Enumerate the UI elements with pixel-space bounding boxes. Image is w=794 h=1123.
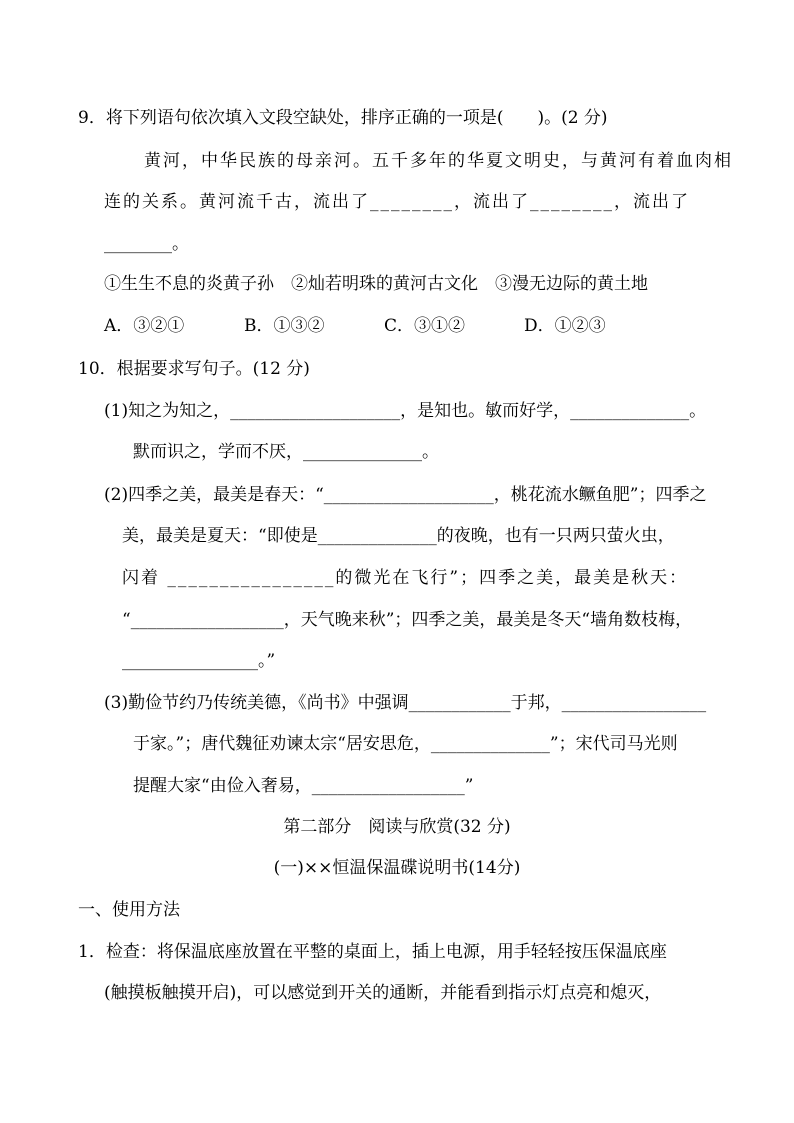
q9-passage-line-1: 黄河，中华民族的母亲河。五千多年的华夏文明史，与黄河有着血肉相 <box>144 151 733 171</box>
option-c: C．③①② <box>384 316 466 336</box>
q9-items: ①生生不息的炎黄子孙 ②灿若明珠的黄河古文化 ③漫无边际的黄土地 <box>104 274 648 294</box>
q10-part2-line-3: 闪着 ________________的微光在飞行”；四季之美，最美是秋天： <box>122 568 689 588</box>
q10-part2-line-5: ________________。” <box>122 651 276 671</box>
q10-part1-line-1: (1)知之为知之，____________________，是知也。敏而好学，______________。 <box>104 401 707 421</box>
option-a: A．③②① <box>104 316 185 336</box>
q9-options <box>104 315 606 337</box>
option-b: B．①③② <box>244 316 325 336</box>
q10-part1-line-2: 默而识之，学而不厌，______________。 <box>133 442 439 462</box>
q10-part3-line-1: (3)勤俭节约乃传统美德，《尚书》中强调____________于邦，_________________ <box>104 693 707 713</box>
q10-part3-line-3: 提醒大家“由俭入奢易，__________________” <box>133 776 474 796</box>
q10-part2-line-1: (2)四季之美，最美是春天：“____________________，桃花流水鳜鱼肥”；四季之 <box>104 485 707 505</box>
q10-stem: 10．根据要求写句子。(12 分) <box>78 359 310 379</box>
instruction-line-1: 1．检查：将保温底座放置在平整的桌面上，插上电源，用手轻轻按压保温底座 <box>78 942 667 962</box>
part2-title: 第二部分 阅读与欣赏(32 分) <box>283 817 511 837</box>
option-d: D．①②③ <box>524 316 606 336</box>
q9-stem: 9．将下列语句依次填入文段空缺处，排序正确的一项是( )。(2 分) <box>78 108 608 128</box>
q10-part2-line-4: “__________________，天气晚来秋”；四季之美，最美是冬天“墙角数枝梅， <box>122 610 693 630</box>
q10-part2-line-2: 美，最美是夏天：“即使是______________的夜晚，也有一只两只萤火虫， <box>122 526 675 546</box>
q10-part3-line-2: 于家。”；唐代魏征劝谏太宗“居安思危，______________”；宋代司马光则 <box>133 734 678 754</box>
instruction-line-2: (触摸板触摸开启)，可以感觉到开关的通断，并能看到指示灯点亮和熄灭， <box>104 983 662 1003</box>
q9-passage-line-2: 连的关系。黄河流千古，流出了________，流出了________，流出了 <box>104 192 690 212</box>
section-heading: 一、使用方法 <box>78 900 180 920</box>
part2-subtitle: (一)××恒温保温碟说明书(14分) <box>273 858 521 878</box>
q9-passage-line-3: ________。 <box>104 234 189 254</box>
